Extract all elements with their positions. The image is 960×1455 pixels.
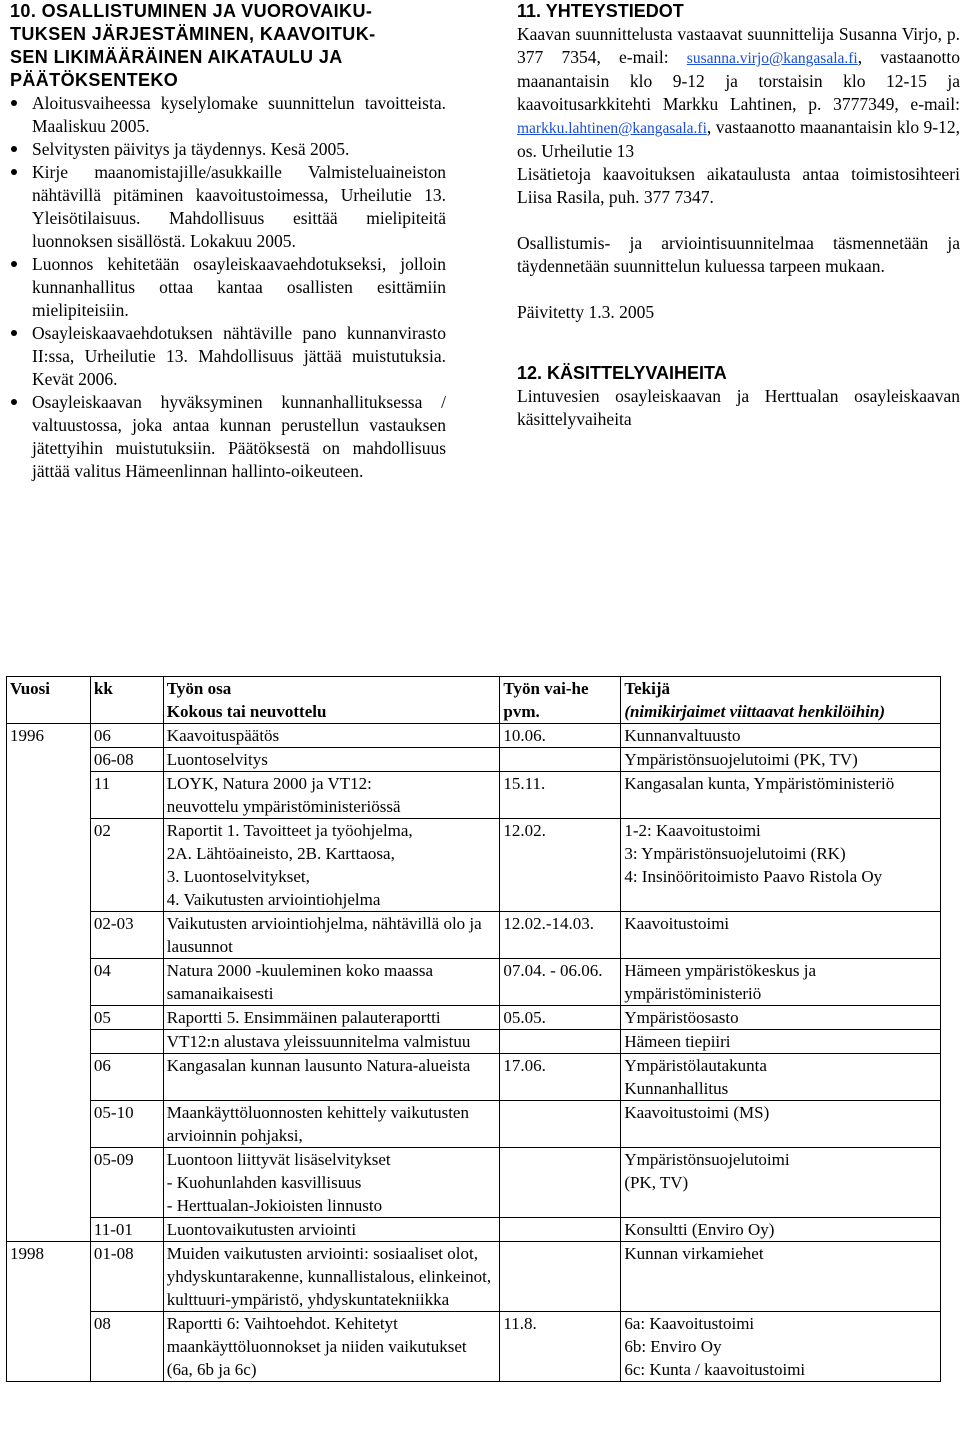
header-author-label: Tekijä — [624, 679, 670, 698]
cell-author: Hämeen tiepiiri — [621, 1030, 941, 1054]
contact-paragraph — [517, 23, 960, 163]
table-row — [7, 1312, 941, 1382]
cell-month: 01-08 — [90, 1242, 163, 1312]
section-10-heading: 10. OSALLISTUMINEN JA VUOROVAIKU- TUKSEN JÄRJESTÄMINEN, KAAVOITUK- SEN LIKIMÄÄRÄINEN AIKATAULU JA PÄÄTÖKSENTEKO — [10, 1, 376, 90]
list-item: Osayleiskaavan hyväksyminen kunnanhallituksessa / valtuustossa, joka antaa kunnan perustellun vastauksen jätettyihin muistutuksiin. Päätöksestä on mahdollisuus jättää valitus Hämeenlinnan hallinto-oikeuteen. — [10, 391, 446, 483]
cell-year — [7, 1054, 91, 1101]
cell-year — [7, 1030, 91, 1054]
cell-date: 05.05. — [500, 1006, 621, 1030]
cell-date — [500, 1148, 621, 1218]
header-year: Vuosi — [7, 677, 91, 724]
cell-date: 11.8. — [500, 1312, 621, 1382]
list-item: Aloitusvaiheessa kyselylomake suunnittelun tavoitteista. Maaliskuu 2005. — [10, 92, 446, 138]
cell-work: Muiden vaikutusten arviointi: sosiaaliset olot, yhdyskuntarakenne, kunnallistalous, elinkeinot, kulttuuri-ympäristö, yhdyskuntatekniikka — [163, 1242, 500, 1312]
cell-month: 05-09 — [90, 1148, 163, 1218]
table-row — [7, 912, 941, 959]
cell-month: 02-03 — [90, 912, 163, 959]
cell-date — [500, 1218, 621, 1242]
left-column — [10, 0, 446, 483]
list-item: Kirje maanomistajille/asukkaille Valmisteluaineiston nähtävillä pitäminen kaavoitustoimessa, Urheilutie 13. Yleisötilaisuus. Mahdollisuus esittää mielipiteitä luonnoksen sisällöstä. Lokakuu 2005. — [10, 161, 446, 253]
contact-info-paragraph: Lisätietoja kaavoituksen aikataulusta antaa toimistosihteeri Liisa Rasila, puh. 377 7347. — [517, 164, 960, 207]
schedule-body — [7, 724, 941, 1382]
cell-author: Kaavoitustoimi — [621, 912, 941, 959]
cell-work: Kaavoituspäätös — [163, 724, 500, 748]
list-item: Osayleiskaavaehdotuksen nähtäville pano kunnanvirasto II:ssa, Urheilutie 13. Mahdollisuus jättää muistutuksia. Kevät 2006. — [10, 322, 446, 391]
contact-text-2: , vastaanotto maanantaisin klo 9-12 ja torstaisin klo 12-15 ja kaavoitusarkkitehti Markku Lahtinen, p. 3777349, e-mail: — [517, 47, 960, 114]
cell-date: 12.02.-14.03. — [500, 912, 621, 959]
cell-month: 06-08 — [90, 748, 163, 772]
header-date: Työn vai-he pvm. — [500, 677, 621, 724]
section-12-heading: 12. KÄSITTELYVAIHEITA — [517, 363, 727, 383]
cell-date: 10.06. — [500, 724, 621, 748]
plan-note: Osallistumis- ja arviointisuunnitelmaa täsmennetään ja täydennetään suunnittelun kuluessa tarpeen mukaan. — [517, 233, 960, 276]
participation-list — [10, 92, 446, 483]
table-row — [7, 772, 941, 819]
table-row — [7, 748, 941, 772]
email-link-susanna[interactable]: susanna.virjo@kangasala.fi — [686, 50, 858, 67]
cell-author: Ympäristöosasto — [621, 1006, 941, 1030]
cell-year — [7, 1148, 91, 1218]
cell-date — [500, 748, 621, 772]
table-row — [7, 959, 941, 1006]
cell-author: Ympäristönsuojelutoimi (PK, TV) — [621, 1148, 941, 1218]
list-item: Luonnos kehitetään osayleiskaavaehdotukseksi, jolloin kunnanhallitus ottaa kantaa osallisten esittämiin mielipiteisiin. — [10, 253, 446, 322]
cell-work: Maankäyttöluonnosten kehittely vaikutusten arvioinnin pohjaksi, — [163, 1101, 500, 1148]
right-column — [517, 0, 960, 431]
cell-author: Kunnanvaltuusto — [621, 724, 941, 748]
contact-text-3: , vastaanotto maanantaisin klo 9-12, os. Urheilutie 13 — [517, 117, 960, 161]
table-row — [7, 724, 941, 748]
cell-year: 1996 — [7, 724, 91, 748]
table-row — [7, 819, 941, 912]
header-work-sub: Kokous tai neuvottelu — [166, 702, 327, 721]
cell-year — [7, 819, 91, 912]
stages-text: Lintuvesien osayleiskaavan ja Herttualan osayleiskaavan käsittelyvaiheita — [517, 386, 960, 429]
cell-work: VT12:n alustava yleissuunnitelma valmistuu — [163, 1030, 500, 1054]
table-row — [7, 1030, 941, 1054]
header-work — [163, 677, 500, 724]
cell-month: 11-01 — [90, 1218, 163, 1242]
cell-date — [500, 1101, 621, 1148]
cell-year — [7, 1101, 91, 1148]
cell-month: 04 — [90, 959, 163, 1006]
cell-year — [7, 959, 91, 1006]
cell-author: 1-2: Kaavoitustoimi 3: Ympäristönsuojelutoimi (RK) 4: Insinööritoimisto Paavo Ristola Oy — [621, 819, 941, 912]
cell-date — [500, 1242, 621, 1312]
cell-year: 1998 — [7, 1242, 91, 1312]
header-author — [621, 677, 941, 724]
cell-date — [500, 1030, 621, 1054]
cell-author: Kaavoitustoimi (MS) — [621, 1101, 941, 1148]
cell-date: 07.04. - 06.06. — [500, 959, 621, 1006]
cell-work: Luontoon liittyvät lisäselvitykset - Kuohunlahden kasvillisuus - Herttualan-Jokioisten linnusto — [163, 1148, 500, 1218]
cell-month: 08 — [90, 1312, 163, 1382]
cell-work: Raportti 6: Vaihtoehdot. Kehitetyt maankäyttöluonnokset ja niiden vaikutukset (6a, 6b ja 6c) — [163, 1312, 500, 1382]
table-row — [7, 1218, 941, 1242]
table-row — [7, 1054, 941, 1101]
email-link-markku[interactable]: markku.lahtinen@kangasala.fi — [517, 120, 707, 137]
cell-month: 11 — [90, 772, 163, 819]
cell-date: 15.11. — [500, 772, 621, 819]
cell-author: Hämeen ympäristökeskus ja ympäristöministeriö — [621, 959, 941, 1006]
cell-month: 06 — [90, 724, 163, 748]
schedule-table — [6, 676, 941, 1382]
cell-author: Ympäristönsuojelutoimi (PK, TV) — [621, 748, 941, 772]
updated-date: Päivitetty 1.3. 2005 — [517, 302, 655, 322]
cell-work: LOYK, Natura 2000 ja VT12: neuvottelu ympäristöministeriössä — [163, 772, 500, 819]
table-row — [7, 1006, 941, 1030]
cell-month: 02 — [90, 819, 163, 912]
cell-work: Raportti 5. Ensimmäinen palauteraportti — [163, 1006, 500, 1030]
contact-text-1: Kaavan suunnittelusta vastaavat suunnittelija Susanna Virjo, p. 377 7354, e-mail: — [517, 24, 960, 67]
cell-month: 06 — [90, 1054, 163, 1101]
cell-year — [7, 1218, 91, 1242]
header-work-label: Työn osa — [166, 679, 232, 698]
header-author-sub: (nimikirjaimet viittaavat henkilöihin) — [624, 702, 885, 721]
section-11-heading: 11. YHTEYSTIEDOT — [517, 1, 684, 21]
cell-month: 05-10 — [90, 1101, 163, 1148]
cell-work: Raportit 1. Tavoitteet ja työohjelma, 2A. Lähtöaineisto, 2B. Karttaosa, 3. Luontoselvitykset, 4. Vaikutusten arviointiohjelma — [163, 819, 500, 912]
cell-work: Vaikutusten arviointiohjelma, nähtävillä olo ja lausunnot — [163, 912, 500, 959]
cell-work: Natura 2000 -kuuleminen koko maassa samanaikaisesti — [163, 959, 500, 1006]
table-header-row — [7, 677, 941, 724]
cell-author: Ympäristölautakunta Kunnanhallitus — [621, 1054, 941, 1101]
cell-year — [7, 748, 91, 772]
cell-year — [7, 772, 91, 819]
table-row — [7, 1148, 941, 1218]
header-month: kk — [90, 677, 163, 724]
cell-month — [90, 1030, 163, 1054]
cell-date: 12.02. — [500, 819, 621, 912]
cell-month: 05 — [90, 1006, 163, 1030]
cell-work: Kangasalan kunnan lausunto Natura-alueista — [163, 1054, 500, 1101]
cell-author: Kunnan virkamiehet — [621, 1242, 941, 1312]
cell-year — [7, 1312, 91, 1382]
cell-work: Luontoselvitys — [163, 748, 500, 772]
table-row — [7, 1242, 941, 1312]
cell-date: 17.06. — [500, 1054, 621, 1101]
list-item: Selvitysten päivitys ja täydennys. Kesä 2005. — [10, 138, 446, 161]
cell-year — [7, 912, 91, 959]
cell-author: 6a: Kaavoitustoimi 6b: Enviro Oy 6c: Kunta / kaavoitustoimi — [621, 1312, 941, 1382]
table-row — [7, 1101, 941, 1148]
cell-work: Luontovaikutusten arviointi — [163, 1218, 500, 1242]
cell-year — [7, 1006, 91, 1030]
cell-author: Konsultti (Enviro Oy) — [621, 1218, 941, 1242]
cell-author: Kangasalan kunta, Ympäristöministeriö — [621, 772, 941, 819]
